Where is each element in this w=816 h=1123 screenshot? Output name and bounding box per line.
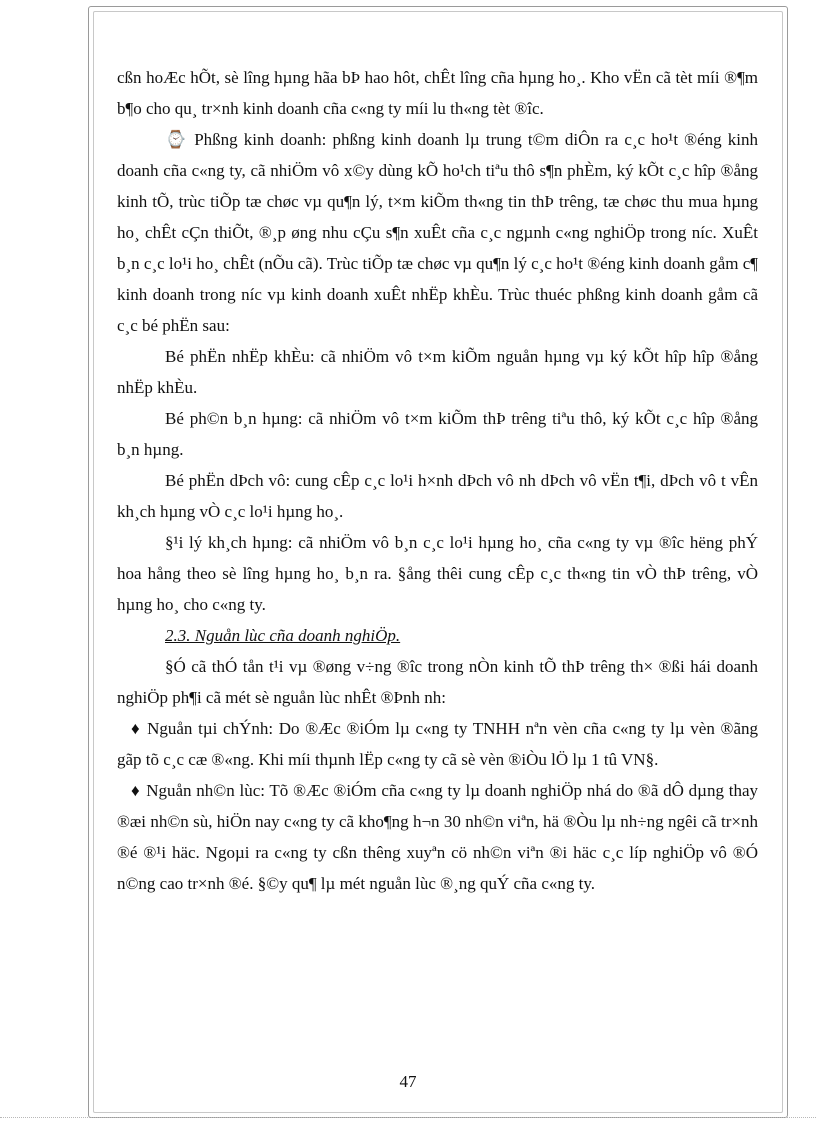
page-separator [0, 1117, 816, 1118]
paragraph [117, 62, 758, 124]
section-heading-text: 2.3. Nguån lùc cña doanh nghiÖp. [165, 626, 401, 645]
paragraph [117, 527, 758, 620]
bullet-item [117, 713, 758, 775]
paragraph [117, 341, 758, 403]
section-heading [117, 620, 758, 651]
page-number: 47 [399, 1072, 417, 1091]
paragraph [117, 403, 758, 465]
paragraph-text: §Ó cã thÓ tån t¹i vµ ®øng v÷ng ®îc trong nÒn kinh tÕ thÞ trêng th× ®ßi hái doanh nghiÖp ph¶i cã mét sè nguån lùc nhÊt ®Þnh nh: [117, 657, 758, 707]
paragraph-text: Bé phËn dÞch vô: cung cÊp c¸c lo¹i h×nh dÞch vô nh dÞch vô vËn t¶i, dÞch vô t vÊn kh¸ch hµng vÒ c¸c lo¹i hµng ho¸. [117, 471, 758, 521]
paragraph-text: Nguån tµi chÝnh: Do ®Æc ®iÓm lµ c«ng ty TNHH nªn vèn cña c«ng ty lµ vèn ®ãng gãp tõ c¸c cæ ®«ng. Khi míi thµnh lËp c«ng ty cã sè vèn ®iÒu lÖ lµ 1 tû VN§. [117, 719, 758, 769]
paragraph [117, 124, 758, 341]
bullet-item [117, 775, 758, 899]
paragraph-text: Bé phËn nhËp khÈu: cã nhiÖm vô t×m kiÕm nguån hµng vµ ký kÕt hîp hîp ®ång nhËp khÈu. [117, 347, 758, 397]
diamond-bullet-icon: ♦ [131, 781, 141, 800]
paragraph [117, 465, 758, 527]
paragraph [117, 651, 758, 713]
diamond-bullet-icon: ♦ [131, 719, 142, 738]
paragraph-text: Nguån nh©n lùc: Tõ ®Æc ®iÓm cña c«ng ty lµ doanh nghiÖp nhá do ®ã dÔ dµng thay ®æi nh©n sù, hiÖn nay c«ng ty cã kho¶ng h¬n 30 nh©n viªn, hä ®Òu lµ nh÷ng ngêi cã tr×nh ®é ®¹i häc. Ngoµi ra c«ng ty cßn thêng xuyªn cö nh©n viªn ®i häc c¸c líp nghiÖp vô ®Ó n©ng cao tr×nh ®é. §©y qu¶ lµ mét nguån lùc ®¸ng quÝ cña c«ng ty. [117, 781, 758, 893]
paragraph-text: Bé ph©n b¸n hµng: cã nhiÖm vô t×m kiÕm thÞ trêng tiªu thô, ký kÕt c¸c hîp ®ång b¸n hµng. [117, 409, 758, 459]
clock-icon: ⌚ [165, 130, 189, 149]
paragraph-text: §¹i lý kh¸ch hµng: cã nhiÖm vô b¸n c¸c lo¹i hµng ho¸ cña c«ng ty vµ ®îc hëng phÝ hoa hång theo sè lîng hµng ho¸ b¸n ra. §ång thêi cung cÊp c¸c th«ng tin vÒ thÞ trêng, vÒ hµng ho¸ cho c«ng ty. [117, 533, 758, 614]
paragraph-text: cßn hoÆc hÕt, sè lîng hµng hãa bÞ hao hôt, chÊt lîng cña hµng ho¸. Kho vËn cã tèt míi ®¶m b¶o cho qu¸ tr×nh kinh doanh cña c«ng ty míi lu th«ng tèt ®îc. [117, 68, 758, 118]
paragraph-text: Phßng kinh doanh: phßng kinh doanh lµ trung t©m diÔn ra c¸c ho¹t ®éng kinh doanh cña c«ng ty, cã nhiÖm vô x©y dùng kÕ ho¹ch tiªu thô s¶n phÈm, ký kÕt c¸c hîp ®ång kinh tÕ, trùc tiÕp tæ chøc vµ qu¶n lý, t×m kiÕm th«ng tin thÞ trêng, tæ chøc thu mua hµng ho¸ chÊt cÇn thiÕt, ®¸p øng nhu cÇu s¶n xuÊt cña c¸c ngµnh c«ng nghiÖp trong níc. XuÊt b¸n c¸c lo¹i ho¸ chÊt (nÕu cã). Trùc tiÕp tæ chøc vµ qu¶n lý c¸c ho¹t ®éng kinh doanh gåm c¶ kinh doanh trong níc vµ kinh doanh xuÊt nhËp khÈu. Trùc thuéc phßng kinh doanh gåm cã c¸c bé phËn sau: [117, 130, 758, 335]
document-body [117, 62, 758, 899]
